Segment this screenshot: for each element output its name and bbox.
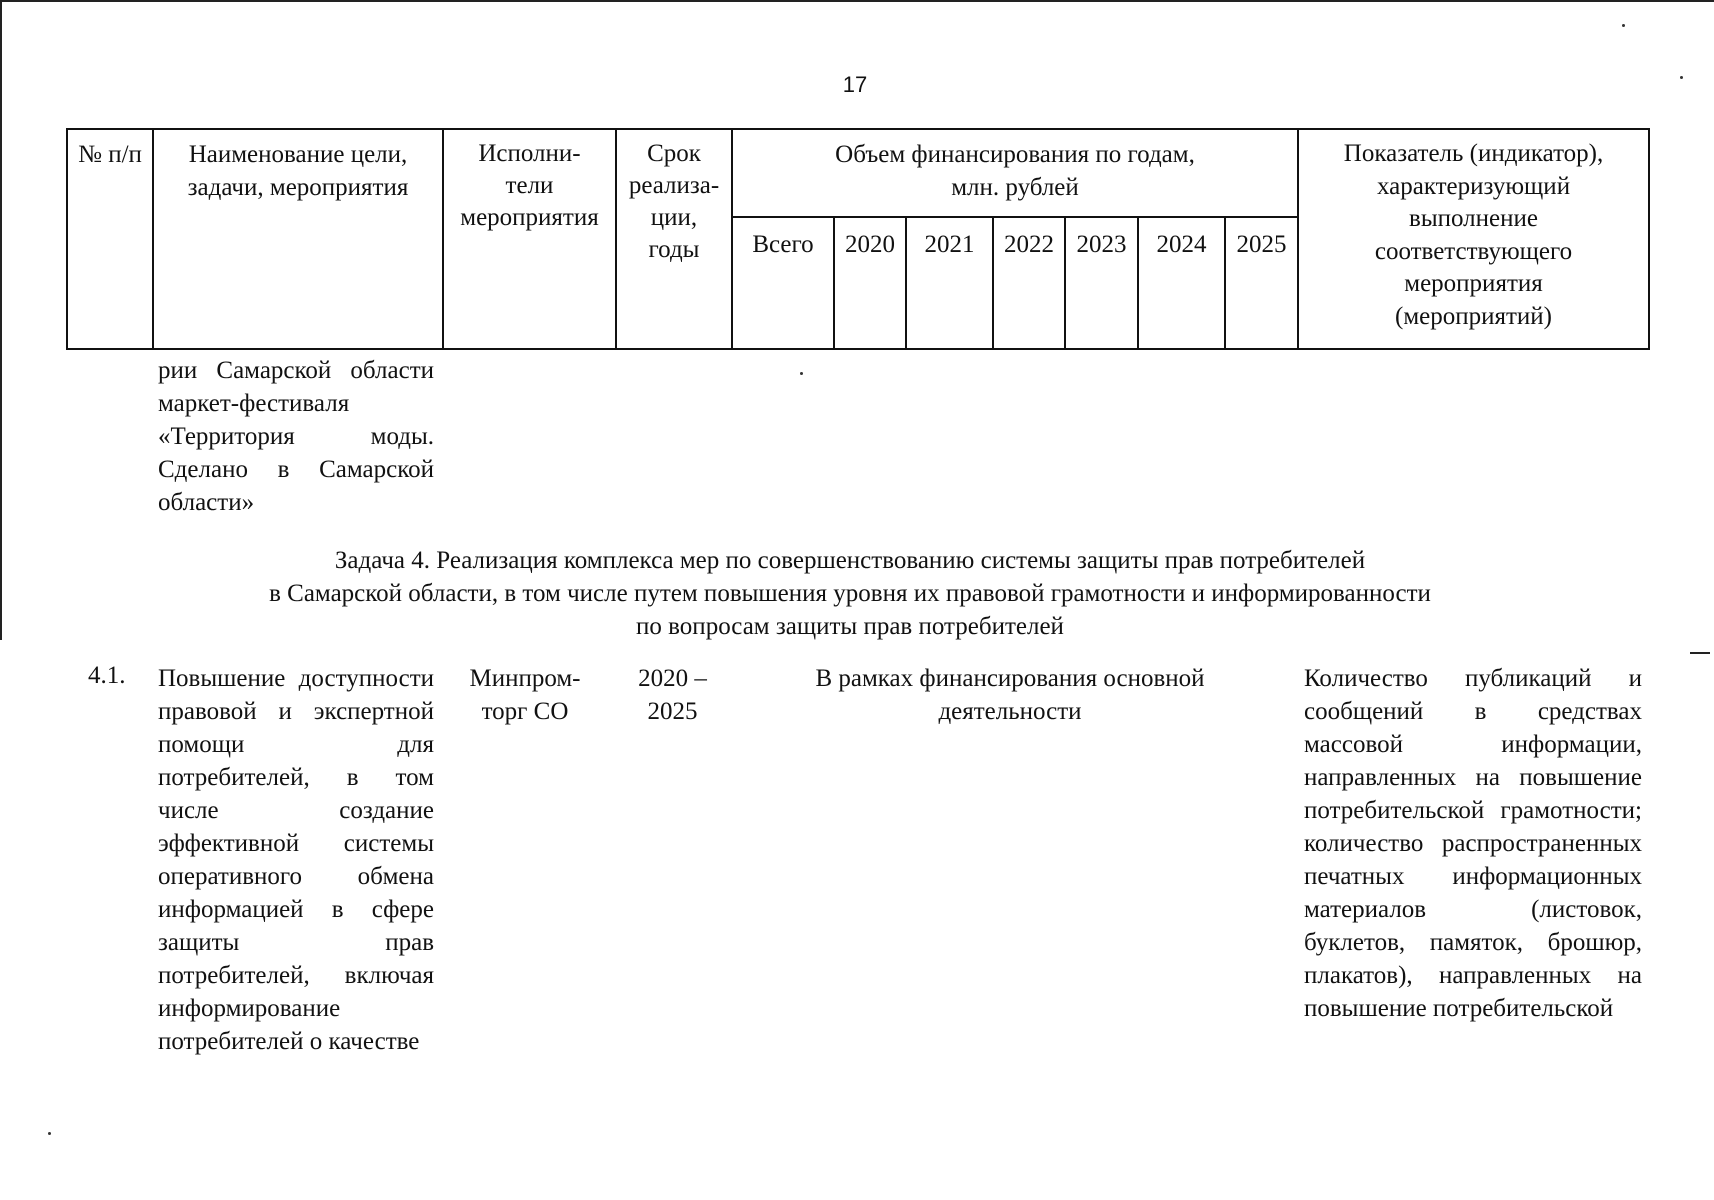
header-col-term: Срок реализа- ции, годы xyxy=(616,129,732,349)
continuation-text: рии Самарской области маркет-фестиваля «Территория моды. Сделано в Самарской области» xyxy=(158,357,434,516)
header-col-executor: Исполни- тели мероприятия xyxy=(443,129,616,349)
header-table xyxy=(66,128,1650,350)
row-term: 2020 – 2025 xyxy=(638,665,707,725)
margin-mark xyxy=(1690,652,1710,654)
header-year-2024: 2024 xyxy=(1138,217,1225,349)
header-col-total: Всего xyxy=(732,217,834,349)
row-number: 4.1. xyxy=(88,662,126,689)
scan-speck xyxy=(1680,76,1683,79)
header-year-2025: 2025 xyxy=(1225,217,1298,349)
header-year-2023: 2023 xyxy=(1065,217,1138,349)
header-col-finance: Объем финансирования по годам, млн. рублей xyxy=(732,129,1298,217)
row-activity-name: Повышение доступности правовой и экспертной помощи для потребителей, в том числе создание эффективной системы оперативного обмена информацией в сфере защиты прав потребителей, включая информирование потребителей о качестве xyxy=(158,665,434,1055)
page-number: 17 xyxy=(842,72,868,97)
row-executor: Минпром- торг СО xyxy=(469,665,581,725)
row-indicator: Количество публикаций и сообщений в средствах массовой информации, направленных на повышение потребительской грамотности; количество распространенных печатных информационных материалов (листовок, буклетов, памяток, брошюр, плакатов), направленных на повышение потребительской xyxy=(1304,665,1642,1022)
scan-speck xyxy=(800,372,803,375)
header-year-2021: 2021 xyxy=(906,217,993,349)
header-year-2022: 2022 xyxy=(993,217,1065,349)
scan-edge-left xyxy=(0,0,2,640)
row-financing: В рамках финансирования основной деятельности xyxy=(815,665,1205,725)
scan-edge-top xyxy=(0,0,1714,2)
header-col-name: Наименование цели, задачи, мероприятия xyxy=(153,129,443,349)
task-heading: Задача 4. Реализация комплекса мер по совершенствованию системы защиты прав потребителей в Самарской области, в том числе путем повышения уровня их правовой грамотности и информированности по вопросам защиты прав потребителей xyxy=(269,547,1431,640)
scan-speck xyxy=(48,1132,51,1135)
header-col-number: № п/п xyxy=(67,129,153,349)
scan-speck xyxy=(1622,24,1625,27)
header-year-2020: 2020 xyxy=(834,217,906,349)
header-col-indicator: Показатель (индикатор), характеризующий выполнение соответствующего мероприятия (мероприятий) xyxy=(1298,129,1649,349)
